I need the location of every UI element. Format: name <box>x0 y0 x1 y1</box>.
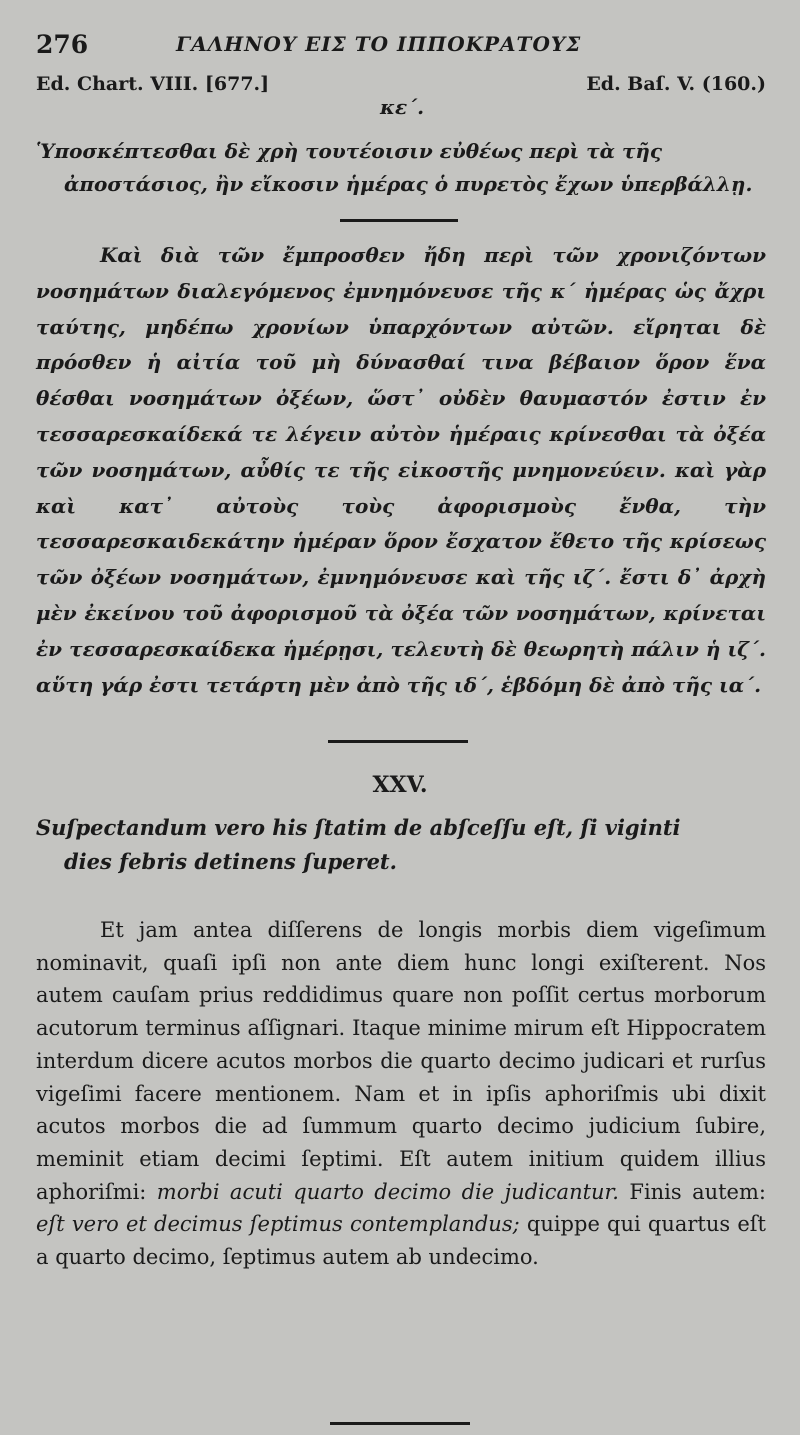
greek-lemma-line-1: Ὑποσκέπτεσθαι δὲ χρὴ τουτέοισιν εὐθέως περὶ τὰ τῆς <box>36 139 663 163</box>
latin-commentary-text: Et jam antea diſſerens de longis morbis diem vigeſimum nominavit, quaſi ipſi non ante diem hunc longi exiſterent. Nos autem cauſam prius reddidimus quare non poſſit certus morborum acutorum terminus aſſignari. Itaque minime mirum eſt Hippocratem interdum dicere acutos morbos die quarto decimo judicari et rurſus vigeſimi facere mentionem. Nam et in ipſis aphoriſmis ubi dixit acutos morbos die ad ſummum quarto decimo judicium ſubire, meminit etiam decimi ſeptimi. Eſt autem initium quidem illius aphoriſmi: <box>36 918 766 1204</box>
edition-chartier-reference: Ed. Chart. VIII. [677.] <box>36 73 270 95</box>
divider-rule <box>340 219 458 222</box>
latin-lemma-line-2: dies febris detinens ſuperet. <box>64 849 397 874</box>
latin-commentary-text: quippe qui quartus eſt a quarto decimo, ſeptimus autem ab undecimo. <box>36 1212 766 1270</box>
aphorism-quote: morbi acuti quarto decimo die judicantur. <box>156 1179 619 1204</box>
divider-rule <box>328 740 468 743</box>
latin-commentary <box>36 914 766 1274</box>
page-number: 276 <box>36 30 89 59</box>
greek-lemma <box>36 135 766 201</box>
greek-section-number: κε΄. <box>380 95 425 119</box>
page-header <box>36 30 766 70</box>
edition-basel-reference: Ed. Baſ. V. (160.) <box>586 73 766 95</box>
running-head: ΓΑΛΗΝΟΥ ΕΙΣ ΤΟ ΙΠΠΟΚΡΑΤΟΥΣ <box>176 32 582 56</box>
divider-rule <box>330 1422 470 1425</box>
latin-lemma <box>36 811 766 879</box>
latin-commentary-text: Finis autem: <box>629 1179 766 1204</box>
greek-lemma-line-2: ἀποστάσιος, ἢν εἴκοσιν ἡμέρας ὁ πυρετὸς ἔχων ὑπερβάλλῃ. <box>64 172 753 196</box>
aphorism-quote: eſt vero et decimus ſeptimus contemplandus; <box>36 1212 520 1237</box>
latin-lemma-line-1: Suſpectandum vero his ſtatim de abſceſſu eſt, ſi viginti <box>36 815 681 840</box>
latin-section-number: XXV. <box>372 772 428 798</box>
greek-commentary: Καὶ διὰ τῶν ἔμπροσθεν ἤδη περὶ τῶν χρονιζόντων νοσημάτων διαλεγόμενος ἐμνημόνευσε τῆς κ΄ ἡμέρας ὡς ἄχρι ταύτης, μηδέπω χρονίων ὑπαρχόντων αὐτῶν. εἴρηται δὲ πρόσθεν ἡ αἰτία τοῦ μὴ δύνασθαί τινα βέβαιον ὅρον ἕνα θέσθαι νοσημάτων ὀξέων, ὥστ᾽ οὐδὲν θαυμαστόν ἐστιν ἐν τεσσαρεσκαίδεκά τε λέγειν αὐτὸν ἡμέραις κρίνεσθαι τὰ ὀξέα τῶν νοσημάτων, αὖθίς τε τῆς εἰκοστῆς μνημονεύειν. καὶ γὰρ καὶ κατ᾽ αὐτοὺς τοὺς ἀφορισμοὺς ἔνθα, τὴν τεσσαρεσκαιδεκάτην ἡμέραν ὅρον ἔσχατον ἔθετο τῆς κρίσεως τῶν ὀξέων νοσημάτων, ἐμνημόνευσε καὶ τῆς ιζ΄. ἔστι δ᾽ ἀρχὴ μὲν ἐκείνου τοῦ ἀφορισμοῦ τὰ ὀξέα τῶν νοσημάτων, κρίνεται ἐν τεσσαρεσκαίδεκα ἡμέρῃσι, τελευτὴ δὲ θεωρητὴ πάλιν ἡ ιζ΄. αὕτη γάρ ἐστι τετάρτη μὲν ἀπὸ τῆς ιδ΄, ἑβδόμη δὲ ἀπὸ τῆς ια΄. <box>36 243 766 697</box>
